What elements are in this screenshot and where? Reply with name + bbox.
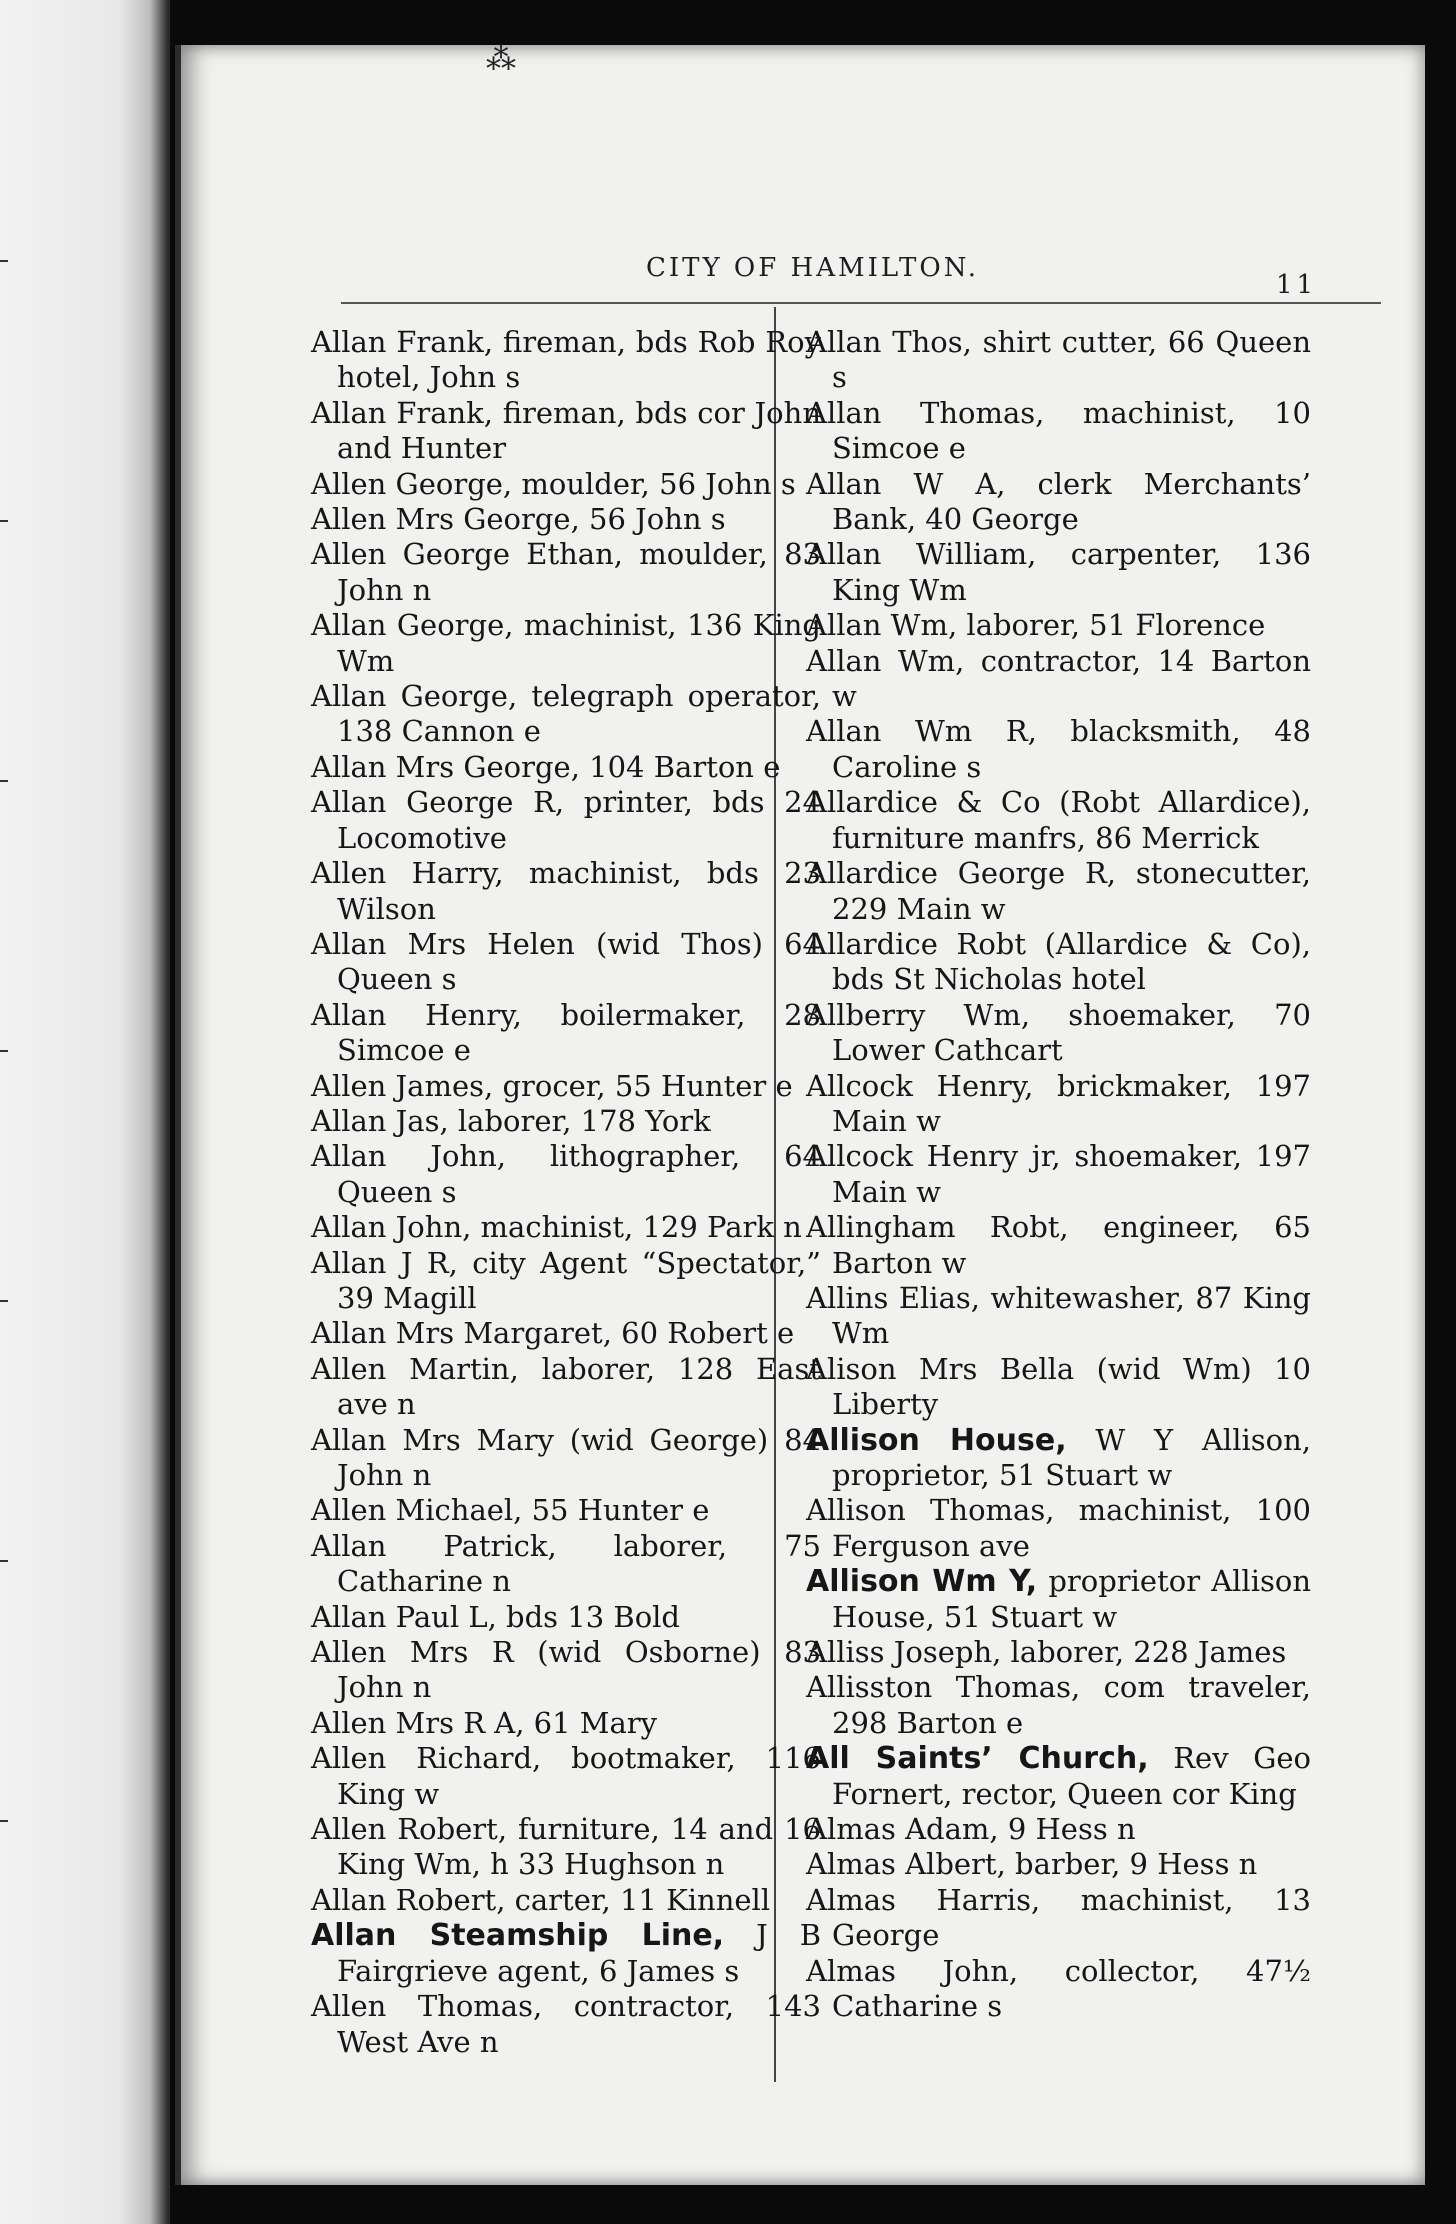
ink-mark: ⁂ bbox=[486, 42, 516, 77]
entry-text: Allan Mrs George, 104 Barton e bbox=[311, 749, 781, 784]
directory-entry bbox=[806, 1069, 1311, 1140]
directory-entry bbox=[806, 1281, 1311, 1352]
entry-text: Allan George, telegraph operator, 138 Cannon e bbox=[311, 679, 821, 749]
entry-text: Allen George, moulder, 56 John s bbox=[311, 466, 796, 501]
entry-text: Allen Harry, machinist, bds 23 Wilson bbox=[311, 856, 821, 926]
directory-entry bbox=[311, 1741, 821, 1812]
entry-text: Allan William, carpenter, 136 King Wm bbox=[806, 537, 1311, 607]
directory-entry bbox=[311, 1812, 821, 1883]
entry-text: Allingham Robt, engineer, 65 Barton w bbox=[806, 1210, 1311, 1280]
directory-entry bbox=[806, 644, 1311, 715]
entry-text: Allen George Ethan, moulder, 83 John n bbox=[311, 537, 821, 607]
entry-text: Allan J R, city Agent “Spectator,” 39 Magill bbox=[311, 1245, 821, 1315]
directory-entry bbox=[311, 679, 821, 750]
directory-entry bbox=[806, 1423, 1311, 1494]
entry-text: Almas Adam, 9 Hess n bbox=[806, 1812, 1136, 1847]
directory-entry bbox=[311, 1210, 821, 1245]
directory-entry bbox=[311, 502, 821, 537]
entry-text: Allan Wm, contractor, 14 Barton w bbox=[806, 643, 1311, 714]
entry-text: Allan Paul L, bds 13 Bold bbox=[311, 1599, 680, 1634]
entry-text: Allen Mrs R (wid Osborne) 83 John n bbox=[311, 1635, 821, 1705]
entry-text: Allan John, machinist, 129 Park n bbox=[311, 1210, 802, 1245]
directory-entry bbox=[806, 1847, 1311, 1882]
directory-entry bbox=[311, 467, 821, 502]
directory-entry bbox=[311, 1316, 821, 1351]
directory-entry bbox=[806, 1883, 1311, 1954]
directory-entry bbox=[311, 608, 821, 679]
directory-entry bbox=[311, 1104, 821, 1139]
directory-entry bbox=[311, 1989, 821, 2060]
entry-text: proprietor Allison House, 51 Stuart w bbox=[832, 1564, 1311, 1634]
entry-text: Allan Mrs Margaret, 60 Robert e bbox=[311, 1316, 795, 1351]
entry-text: Allan Patrick, laborer, 75 Catharine n bbox=[311, 1528, 821, 1599]
directory-entry bbox=[806, 998, 1311, 1069]
entry-text: Allardice & Co (Robt Allardice), furniture manfrs, 86 Merrick bbox=[806, 785, 1311, 855]
page-title: CITY OF HAMILTON. bbox=[646, 253, 980, 283]
directory-entry bbox=[311, 785, 821, 856]
directory-entry bbox=[806, 1493, 1311, 1564]
directory-entry bbox=[806, 396, 1311, 467]
entry-text: Allcock Henry, brickmaker, 197 Main w bbox=[806, 1068, 1311, 1138]
entry-text: Almas John, collector, 47½ Catharine s bbox=[806, 1953, 1311, 2024]
directory-entry bbox=[806, 927, 1311, 998]
directory-entry bbox=[311, 1139, 821, 1210]
directory-entry bbox=[806, 1210, 1311, 1281]
entry-text: Allison Thomas, machinist, 100 Ferguson ave bbox=[806, 1493, 1311, 1563]
directory-entry bbox=[311, 1246, 821, 1317]
directory-entry bbox=[311, 927, 821, 998]
entry-text: Allan Henry, boilermaker, 28 Simcoe e bbox=[311, 997, 821, 1068]
directory-entry bbox=[806, 1564, 1311, 1635]
entry-text: Allan W A, clerk Merchants’ Bank, 40 George bbox=[806, 466, 1311, 537]
directory-entry bbox=[806, 785, 1311, 856]
entry-text: Almas Albert, barber, 9 Hess n bbox=[806, 1847, 1258, 1882]
entry-text: Allan Frank, fireman, bds cor John and Hunter bbox=[311, 395, 821, 466]
adjacent-page-edge bbox=[0, 0, 170, 2224]
left-column bbox=[311, 325, 821, 2060]
directory-entry bbox=[311, 1352, 821, 1423]
directory-entry bbox=[806, 1741, 1311, 1812]
entry-text: Allan Frank, fireman, bds Rob Roy hotel, John s bbox=[311, 325, 821, 395]
entry-text: Alison Mrs Bella (wid Wm) 10 Liberty bbox=[806, 1351, 1311, 1422]
entry-text: W Y Allison, proprietor, 51 Stuart w bbox=[832, 1422, 1311, 1492]
entry-text: Allen Thomas, contractor, 143 West Ave n bbox=[311, 1989, 821, 2059]
directory-entry bbox=[806, 1139, 1311, 1210]
entry-bold-name: Allison Wm Y, bbox=[806, 1564, 1038, 1600]
entry-text: Alliss Joseph, laborer, 228 James bbox=[806, 1635, 1287, 1670]
entry-text: Allen Michael, 55 Hunter e bbox=[311, 1493, 710, 1528]
page-number: 11 bbox=[1276, 270, 1318, 300]
entry-text: Allan Mrs Helen (wid Thos) 64 Queen s bbox=[311, 926, 821, 997]
directory-entry bbox=[311, 856, 821, 927]
right-column bbox=[806, 325, 1311, 2025]
directory-entry bbox=[806, 1635, 1311, 1670]
directory-entry bbox=[311, 325, 821, 396]
entry-text: Allan John, lithographer, 64 Queen s bbox=[311, 1139, 821, 1209]
directory-entry bbox=[311, 1423, 821, 1494]
entry-text: Allisston Thomas, com traveler, 298 Barton e bbox=[806, 1670, 1311, 1740]
directory-entry bbox=[311, 1918, 821, 1989]
directory-entry bbox=[806, 537, 1311, 608]
directory-entry bbox=[311, 537, 821, 608]
directory-entry bbox=[311, 1883, 821, 1918]
entry-bold-name: Allison House, bbox=[806, 1422, 1067, 1458]
entry-text: Allan Thomas, machinist, 10 Simcoe e bbox=[806, 395, 1311, 466]
entry-text: Allen Robert, furniture, 14 and 16 King Wm, h 33 Hughson n bbox=[311, 1812, 821, 1882]
directory-entry bbox=[311, 396, 821, 467]
entry-text: Allan Wm, laborer, 51 Florence bbox=[806, 608, 1266, 643]
entry-text: Allan Robert, carter, 11 Kinnell bbox=[311, 1882, 771, 1917]
entry-text: Allen Mrs R A, 61 Mary bbox=[311, 1705, 657, 1740]
directory-entry bbox=[806, 325, 1311, 396]
entry-text: Allcock Henry jr, shoemaker, 197 Main w bbox=[806, 1139, 1311, 1209]
directory-entry bbox=[806, 1954, 1311, 2025]
directory-entry bbox=[311, 1069, 821, 1104]
entry-text: Almas Harris, machinist, 13 George bbox=[806, 1882, 1311, 1953]
directory-entry bbox=[311, 750, 821, 785]
entry-text: J B Fairgrieve agent, 6 James s bbox=[337, 1918, 822, 1988]
entry-text: Allen James, grocer, 55 Hunter e bbox=[311, 1068, 793, 1103]
entry-text: Allan Jas, laborer, 178 York bbox=[311, 1103, 711, 1138]
entry-text: Allen Richard, bootmaker, 116 King w bbox=[311, 1741, 821, 1811]
entry-text: Allan George R, printer, bds 24 Locomotive bbox=[311, 785, 821, 855]
directory-entry bbox=[311, 1706, 821, 1741]
entry-text: Allan Wm R, blacksmith, 48 Caroline s bbox=[806, 714, 1311, 784]
directory-entry bbox=[806, 608, 1311, 643]
entry-text: Allins Elias, whitewasher, 87 King Wm bbox=[806, 1280, 1311, 1351]
entry-text: Allberry Wm, shoemaker, 70 Lower Cathcart bbox=[806, 997, 1311, 1068]
directory-entry bbox=[806, 856, 1311, 927]
entry-text: Allardice Robt (Allardice & Co), bds St Nicholas hotel bbox=[806, 926, 1311, 997]
directory-page bbox=[175, 42, 1425, 2185]
header-rule bbox=[341, 302, 1381, 304]
directory-entry bbox=[311, 1493, 821, 1528]
directory-entry bbox=[806, 1812, 1311, 1847]
directory-entry bbox=[311, 1529, 821, 1600]
entry-text: Allardice George R, stonecutter, 229 Main w bbox=[806, 856, 1311, 926]
directory-entry bbox=[311, 1635, 821, 1706]
entry-text: Allan George, machinist, 136 King Wm bbox=[311, 608, 821, 678]
entry-text: Allan Thos, shirt cutter, 66 Queen s bbox=[806, 325, 1311, 395]
entry-text: Allan Mrs Mary (wid George) 84 John n bbox=[311, 1422, 821, 1492]
directory-entry bbox=[806, 467, 1311, 538]
directory-entry bbox=[311, 1600, 821, 1635]
directory-entry bbox=[806, 1352, 1311, 1423]
directory-entry bbox=[311, 998, 821, 1069]
entry-text: Allen Martin, laborer, 128 East ave n bbox=[311, 1351, 821, 1422]
directory-entry bbox=[806, 1670, 1311, 1741]
directory-entry bbox=[806, 714, 1311, 785]
entry-bold-name: All Saints’ Church, bbox=[806, 1741, 1149, 1777]
entry-text: Allen Mrs George, 56 John s bbox=[311, 502, 726, 537]
entry-bold-name: Allan Steamship Line, bbox=[311, 1918, 725, 1954]
entry-text: Rev Geo Fornert, rector, Queen cor King bbox=[832, 1741, 1311, 1811]
